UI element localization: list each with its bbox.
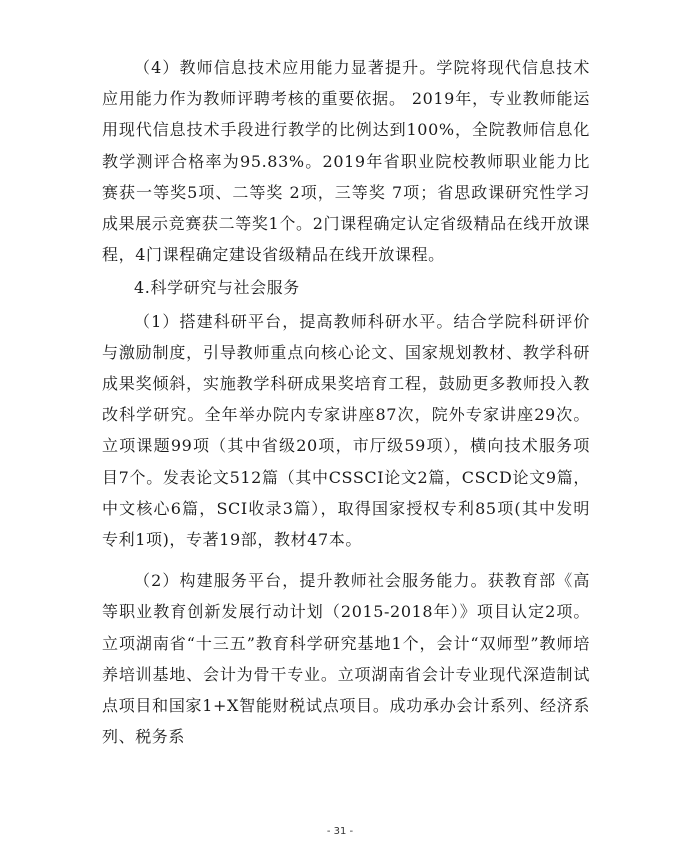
paragraph-research-platform: （1）搭建科研平台，提高教师科研水平。结合学院科研评价与激励制度，引导教师重点向核心论文、国家规划教材、教学科研成果奖倾斜，实施教学科研成果奖培育工程，鼓励更多教师投入教改科学研究。全年举办院内专家讲座87次，院外专家讲座29次。立项课题99项（其中省级20项，市厅级59项），横向技术服务项目7个。发表论文512篇（其中CSSCI论文2篇，CSCD论文9篇，中文核心6篇，SCI收录3篇），取得国家授权专利85项(其中发明专利1项)，专著19部，教材47本。: [102, 311, 590, 550]
page-number: - 31 -: [326, 826, 354, 837]
section-heading-research-service: 4.科学研究与社会服务: [134, 278, 300, 298]
paragraph-service-platform: （2）构建服务平台，提升教师社会服务能力。获教育部《高等职业教育创新发展行动计划（2015-2018年）》项目认定2项。立项湖南省“十三五”教育科学研究基地1个，会计“双师型”教师培养培训基地、会计为骨干专业。立项湖南省会计专业现代深造制试点项目和国家1+X智能财税试点项目。成功承办会计系列、经济系列、税务系: [102, 571, 590, 747]
document-body: [102, 52, 590, 752]
paragraph-teacher-it-ability: （4）教师信息技术应用能力显著提升。学院将现代信息技术应用能力作为教师评聘考核的重要依据。 2019年，专业教师能运用现代信息技术手段进行教学的比例达到100%，全院教师信息化教学测评合格率为95.83%。2019年省职业院校教师职业能力比赛获一等奖5项、二等奖 2项，三等奖 7项；省思政课研究性学习成果展示竞赛获二等奖1个。2门课程确定认定省级精品在线开放课程，4门课程确定建设省级精品在线开放课程。: [102, 58, 590, 265]
